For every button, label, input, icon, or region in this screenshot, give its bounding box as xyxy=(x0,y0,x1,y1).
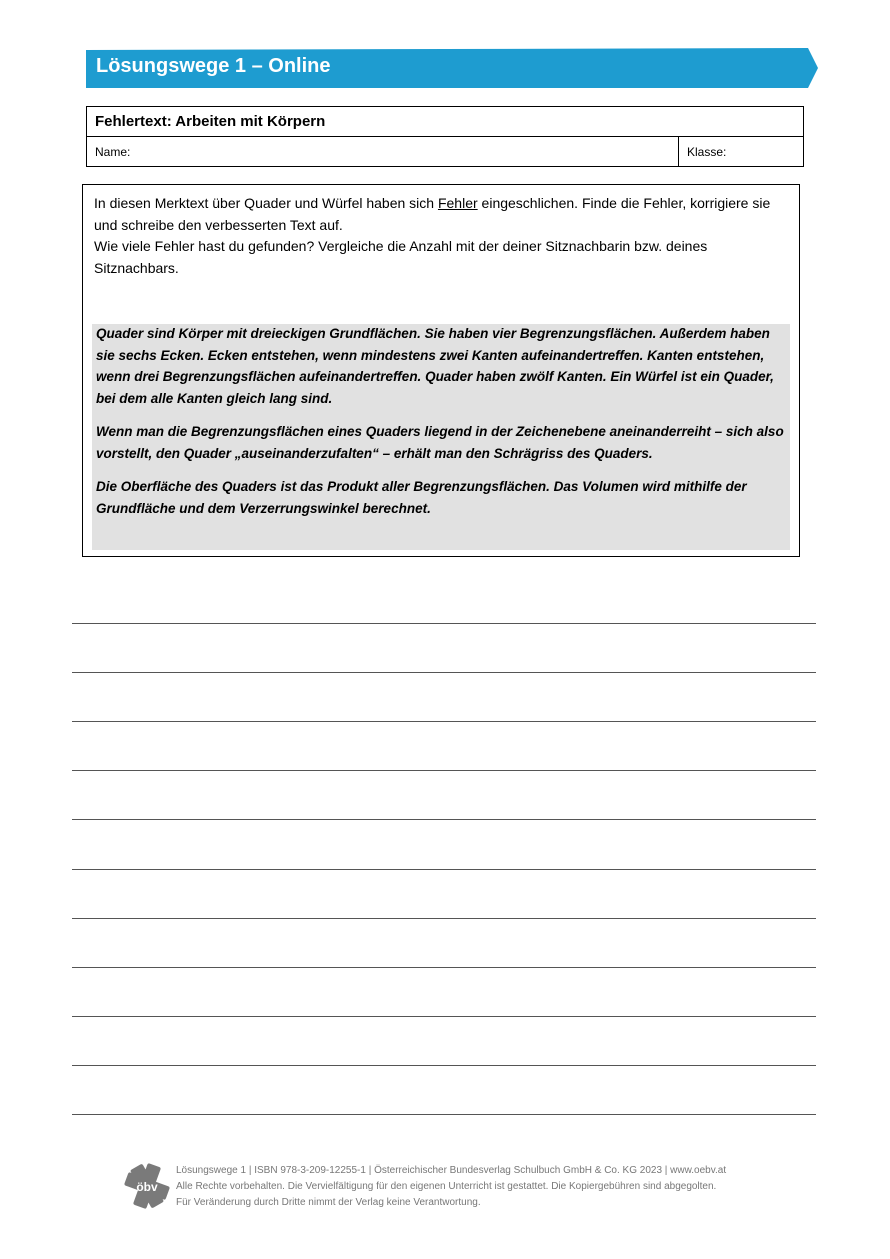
class-label: Klasse: xyxy=(687,145,727,159)
answer-line[interactable] xyxy=(72,770,816,771)
footer-line-1: Lösungswege 1 | ISBN 978-3-209-12255-1 | Österreichischer Bundesverlag Schulbuch GmbH & Co. KG 2023 | www.oebv.at xyxy=(176,1165,727,1176)
error-text-paragraph: Wenn man die Begrenzungsflächen eines Quaders liegend in der Zeichenebene aneinanderreiht – sich also vorstellt, den Quader „auseinanderzufalten“ – erhält man den Schrägriss des Quaders. xyxy=(96,424,784,461)
answer-line[interactable] xyxy=(72,869,816,870)
logo-text: öbv xyxy=(136,1180,158,1194)
answer-line[interactable] xyxy=(72,1016,816,1017)
instruction-text-before: In diesen Merktext über Quader und Würfel haben sich xyxy=(94,195,438,211)
error-text-paragraph: Die Oberfläche des Quaders ist das Produkt aller Begrenzungsflächen. Das Volumen wird mithilfe der Grundfläche und dem Verzerrungswinkel berechnet. xyxy=(96,479,747,516)
answer-line[interactable] xyxy=(72,623,816,624)
banner-title: Lösungswege 1 – Online xyxy=(96,55,331,77)
footer-line-2: Alle Rechte vorbehalten. Die Vervielfältigung für den eigenen Unterricht ist gestattet. Die Kopiergebühren sind abgegolten. xyxy=(176,1181,717,1192)
instruction-underlined-word: Fehler xyxy=(437,195,478,211)
instruction-text-after: eingeschlichen. Finde die Fehler, korrigiere sie und schreibe den verbesserten Text auf. xyxy=(94,195,771,233)
footer-line-3: Für Veränderung durch Dritte nimmt der Verlag keine Verantwortung. xyxy=(176,1197,481,1208)
task-box xyxy=(82,184,800,557)
answer-line[interactable] xyxy=(72,819,816,820)
instruction-paragraph-2: Wie viele Fehler hast du gefunden? Vergleiche die Anzahl mit der deiner Sitznachbarin bzw. deines Sitznachbars. xyxy=(94,238,708,276)
answer-line[interactable] xyxy=(72,1065,816,1066)
answer-line[interactable] xyxy=(72,672,816,673)
answer-line[interactable] xyxy=(72,721,816,722)
worksheet-header xyxy=(86,106,804,167)
answer-line[interactable] xyxy=(72,1114,816,1115)
task-instructions xyxy=(94,193,784,279)
page-banner xyxy=(86,48,818,88)
answer-line[interactable] xyxy=(72,918,816,919)
error-text-block xyxy=(92,324,790,550)
name-label: Name: xyxy=(95,145,131,159)
class-field[interactable] xyxy=(679,137,803,166)
name-field[interactable] xyxy=(87,137,679,166)
footer-text xyxy=(176,1163,726,1211)
page-footer xyxy=(124,1160,824,1220)
oebv-logo-icon xyxy=(124,1162,170,1210)
error-text-paragraph: Quader sind Körper mit dreieckigen Grundflächen. Sie haben vier Begrenzungsflächen. Außerdem haben sie sechs Ecken. Ecken entstehen, wenn mindestens zwei Kanten aufeinandertreffen. Kanten entstehen, wenn drei Begrenzungsflächen aufeinandertreffen. Quader haben zwölf Kanten. Ein Würfel ist ein Quader, bei dem alle Kanten gleich lang sind. xyxy=(96,326,774,406)
instruction-paragraph-1 xyxy=(94,193,784,236)
answer-line[interactable] xyxy=(72,967,816,968)
worksheet-title: Fehlertext: Arbeiten mit Körpern xyxy=(87,107,803,137)
